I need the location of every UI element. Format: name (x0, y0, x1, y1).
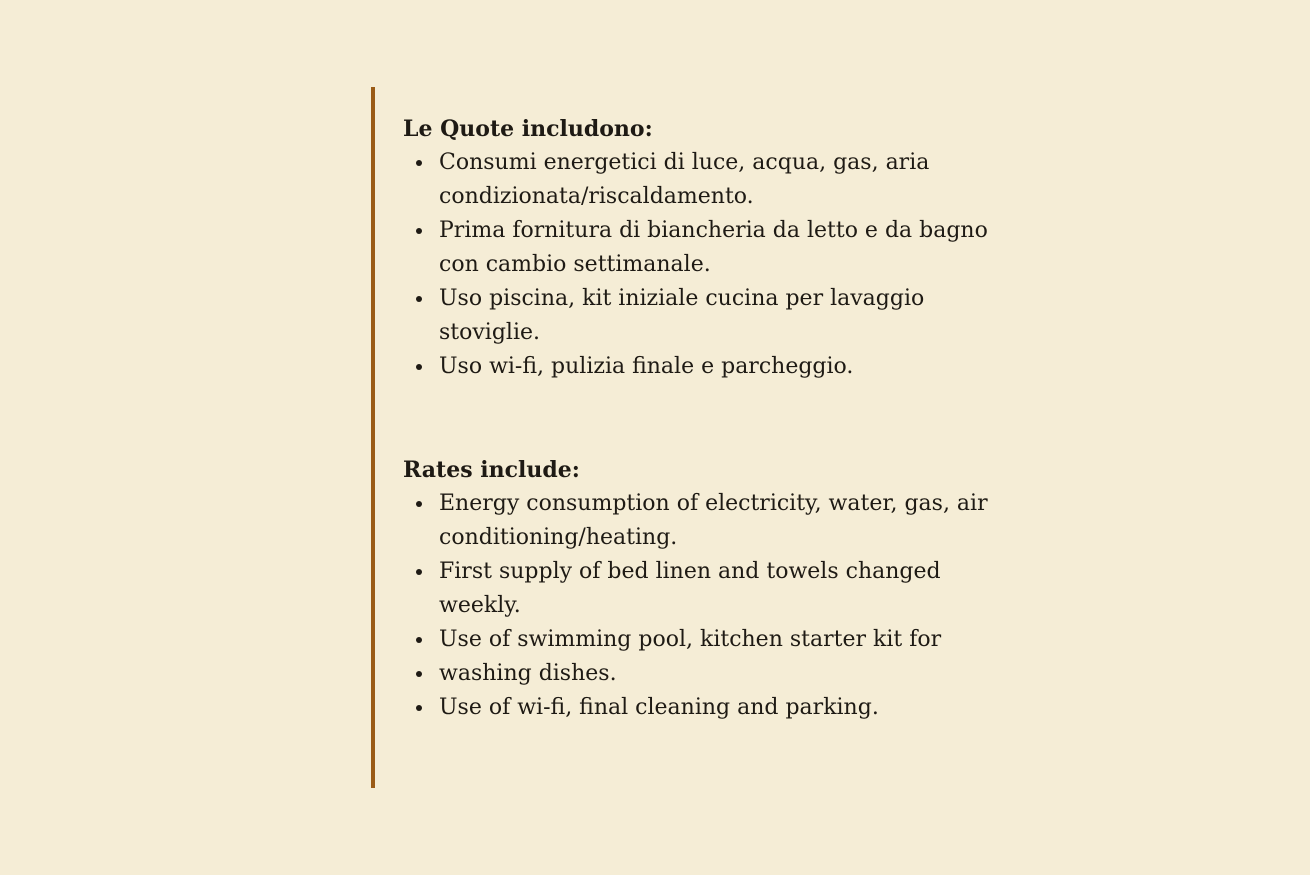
list-item (403, 657, 1023, 691)
bullet-icon (416, 705, 422, 711)
list-item (403, 623, 1023, 657)
bullet-icon (416, 296, 422, 302)
rates-content-block (371, 87, 1071, 788)
bullet-icon (416, 228, 422, 234)
bullet-icon (416, 160, 422, 166)
list-item-text: Uso piscina, kit iniziale cucina per lavaggio stoviglie. (439, 286, 925, 345)
list-item (403, 350, 1023, 384)
english-section-heading: Rates include: (403, 457, 580, 483)
list-item-text: Use of wi-fi, final cleaning and parking. (439, 695, 879, 720)
list-item-text: Consumi energetici di luce, acqua, gas, aria condizionata/riscaldamento. (439, 150, 930, 209)
list-item-text: Energy consumption of electricity, water, gas, air conditioning/heating. (439, 491, 988, 550)
list-item-text: washing dishes. (439, 661, 617, 686)
list-item-text: First supply of bed linen and towels changed weekly. (439, 559, 941, 618)
bullet-icon (416, 569, 422, 575)
list-item (403, 214, 1023, 282)
bullet-icon (416, 637, 422, 643)
section-spacer (403, 384, 1071, 456)
list-item (403, 555, 1023, 623)
english-includes-list (403, 487, 1071, 725)
bullet-icon (416, 501, 422, 507)
list-item-text: Uso wi-fi, pulizia finale e parcheggio. (439, 354, 854, 379)
bullet-icon (416, 364, 422, 370)
list-item-text: Prima fornitura di biancheria da letto e da bagno con cambio settimanale. (439, 218, 988, 277)
list-item (403, 146, 1023, 214)
list-item-text: Use of swimming pool, kitchen starter kit for (439, 627, 942, 652)
bullet-icon (416, 671, 422, 677)
list-item (403, 487, 1023, 555)
italian-section-heading: Le Quote includono: (403, 116, 653, 142)
list-item (403, 691, 1023, 725)
italian-includes-list (403, 146, 1071, 384)
list-item (403, 282, 1023, 350)
